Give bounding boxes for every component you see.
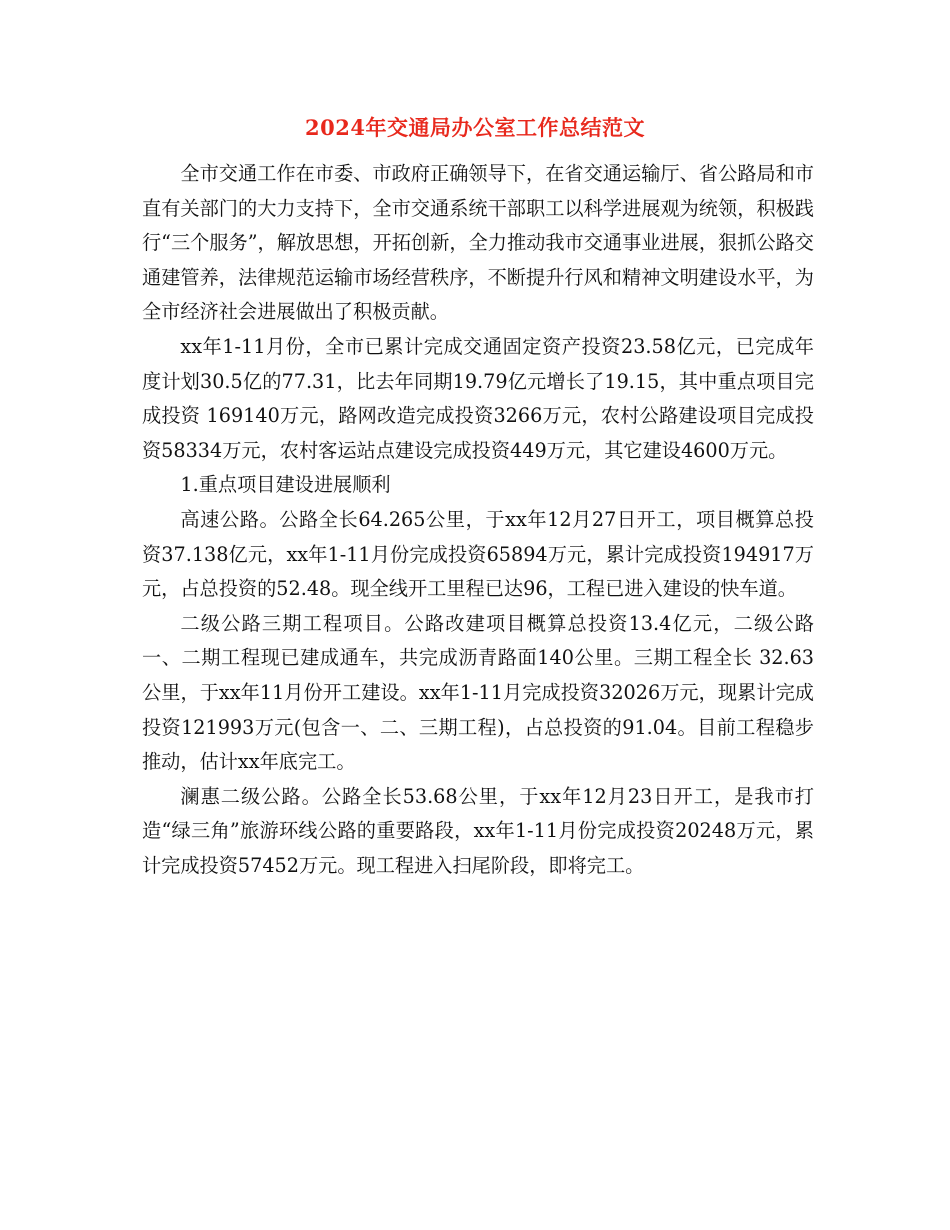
paragraph-investment-summary: xx年1-11月份，全市已累计完成交通固定资产投资23.58亿元，已完成年度计划30.5亿的77.31，比去年同期19.79亿元增长了19.15，其中重点项目完成投资 169140万元，路网改造完成投资3266万元，农村公路建设项目完成投资58334万元，农村客运站点建设完成投资449万元，其它建设4600万元。 [142,334,814,462]
paragraph-expressway: 高速公路。公路全长64.265公里，于xx年12月27日开工，项目概算总投资37.138亿元，xx年1-11月份完成投资65894万元，累计完成投资194917万元，占总投资的52.48。现全线开工里程已达96，工程已进入建设的快车道。 [142,507,814,601]
document-body [142,157,814,883]
section-heading-key-projects: 1.重点项目建设进展顺利 [180,473,391,497]
paragraph-lanhui-road: 澜惠二级公路。公路全长53.68公里，于xx年12月23日开工，是我市打造“绿三角”旅游环线公路的重要路段，xx年1-11月份完成投资20248万元，累计完成投资57452万元。现工程进入扫尾阶段，即将完工。 [142,784,814,877]
paragraph-intro: 全市交通工作在市委、市政府正确领导下，在省交通运输厅、省公路局和市直有关部门的大力支持下，全市交通系统干部职工以科学进展观为统领，积极践行“三个服务”，解放思想，开拓创新，全力推动我市交通事业进展，狠抓公路交通建管养，法律规范运输市场经营秩序，不断提升行风和精神文明建设水平，为全市经济社会进展做出了积极贡献。 [142,162,814,324]
paragraph-secondary-road-phase3: 二级公路三期工程项目。公路改建项目概算总投资13.4亿元，二级公路一、二期工程现已建成通车，共完成沥青路面140公里。三期工程全长 32.63公里，于xx年11月份开工建设。xx年1-11月完成投资32026万元，现累计完成投资121993万元(包含一、二、三期工程)，占总投资的91.04。目前工程稳步推动，估计xx年底完工。 [142,611,814,774]
document-title: 2024年交通局办公室工作总结范文 [305,115,645,140]
